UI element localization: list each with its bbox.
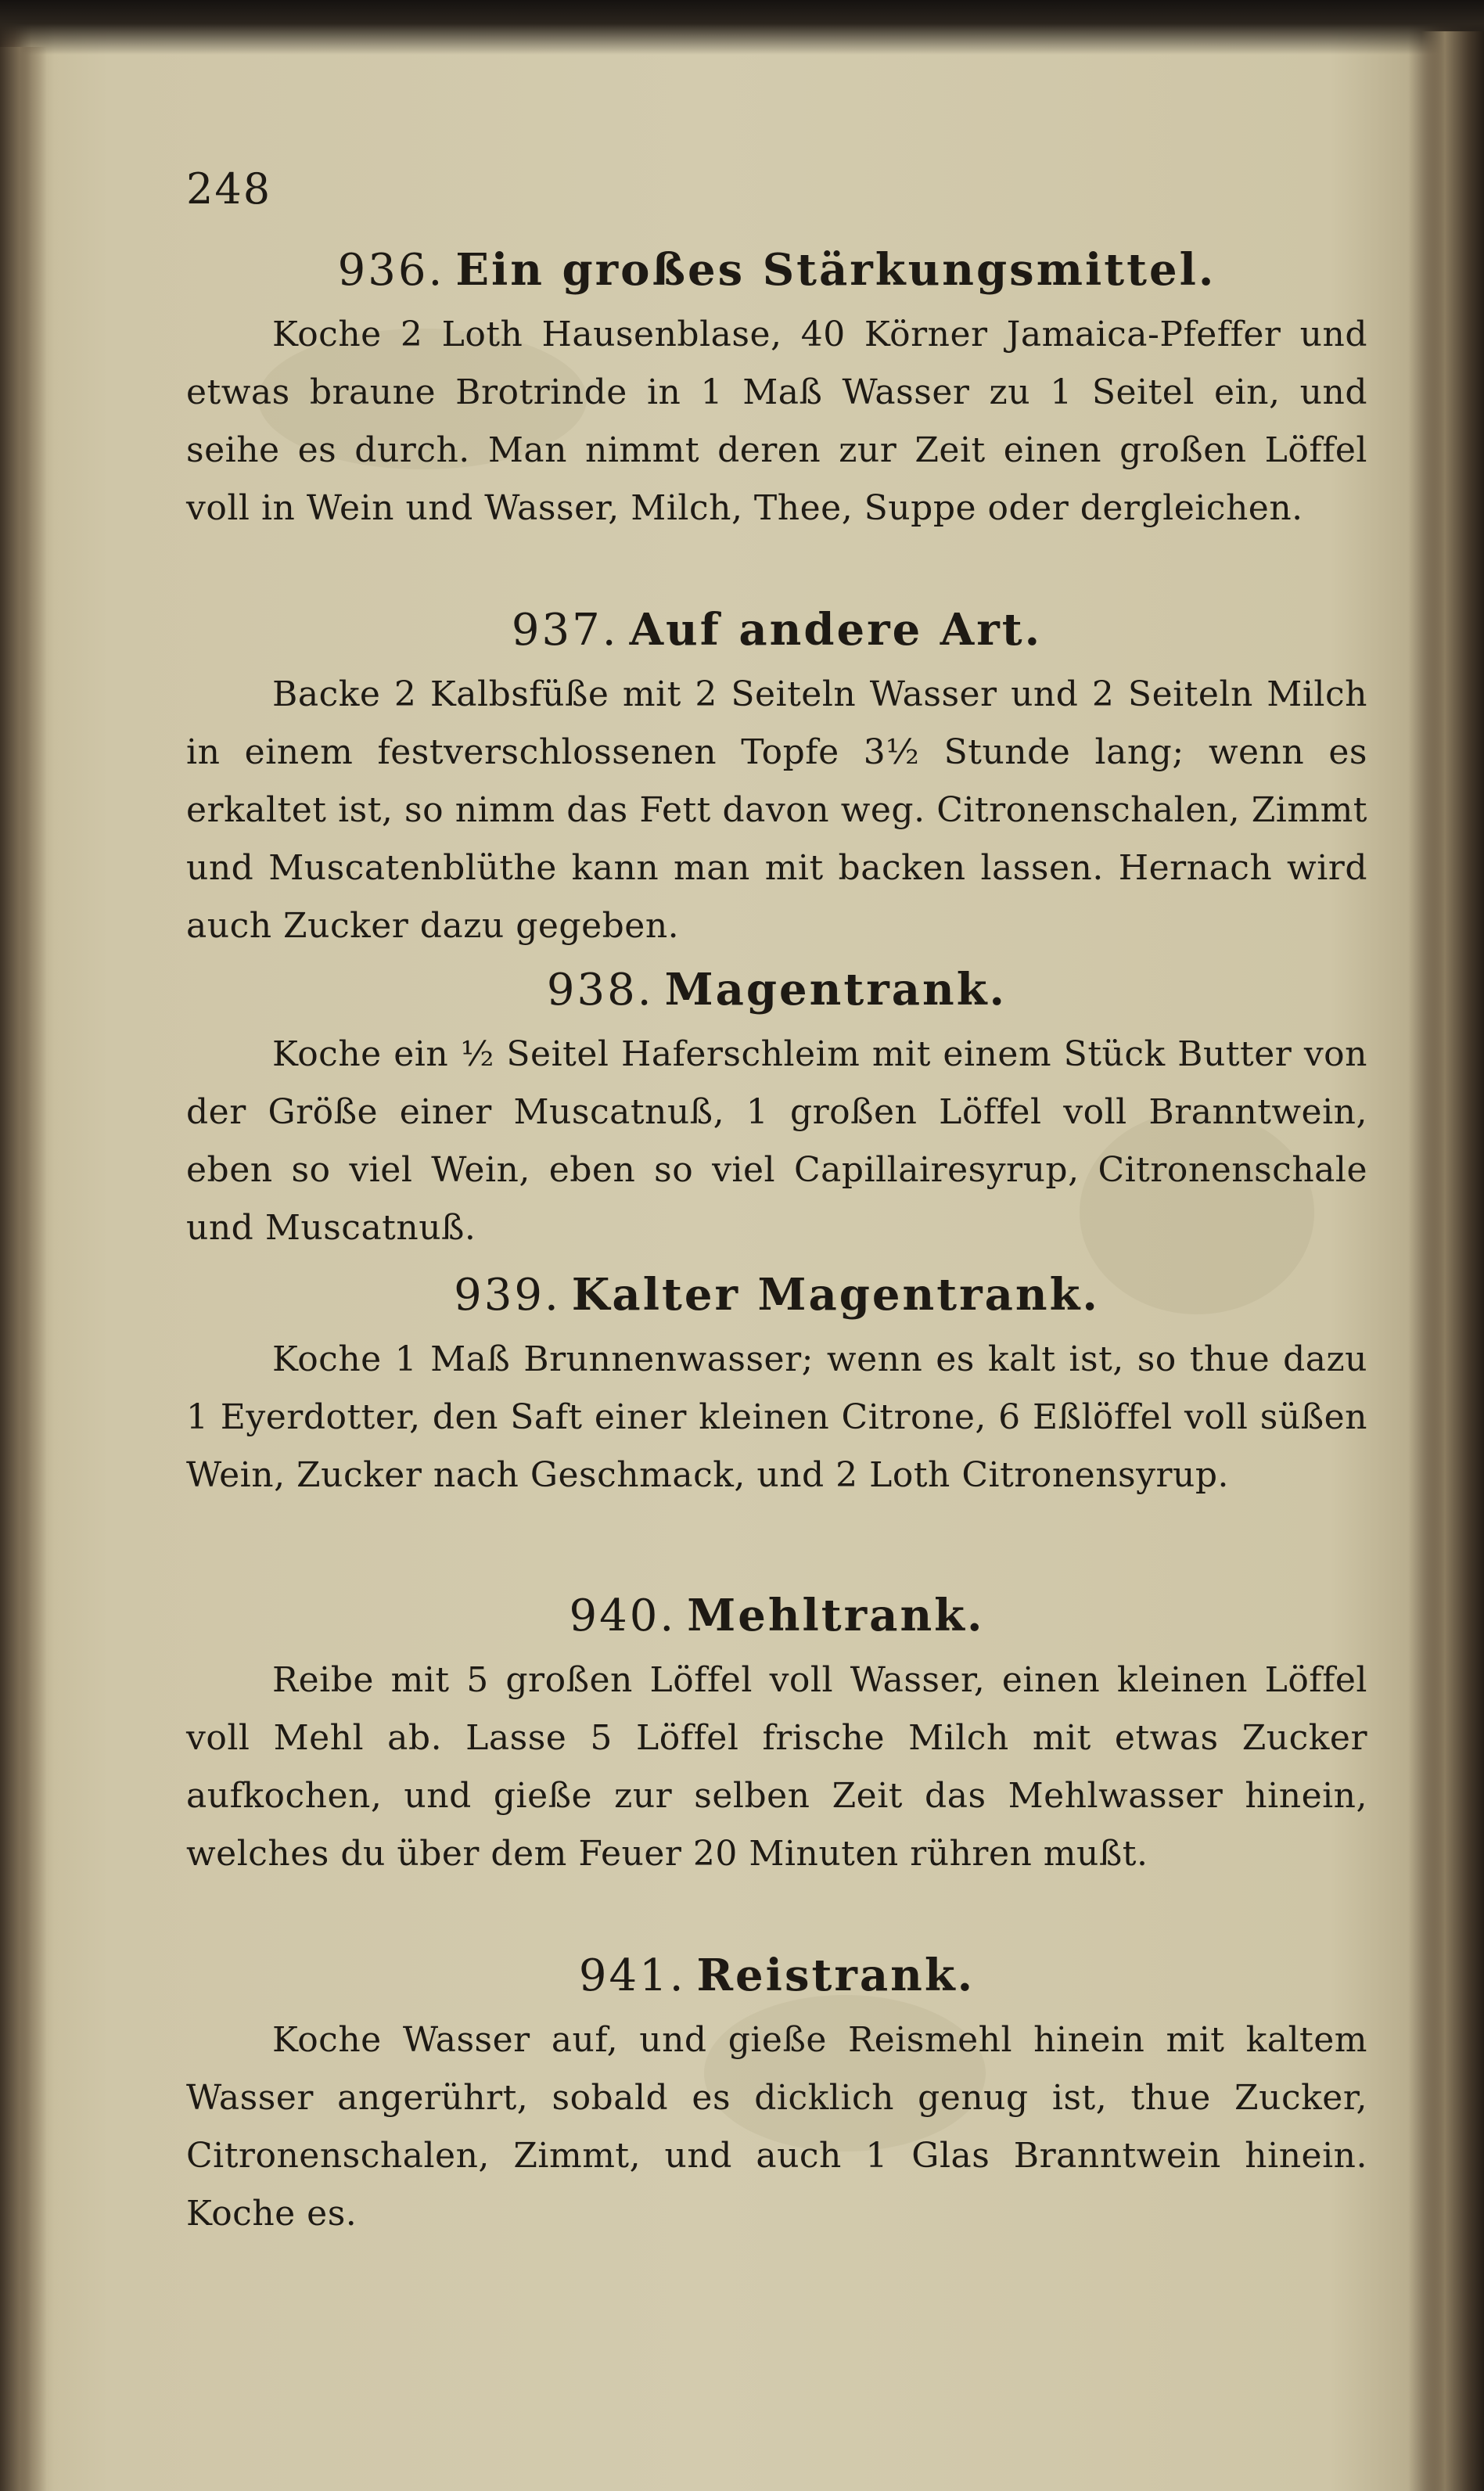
- scan-top-shadow: [0, 0, 1484, 55]
- recipe-title: Magentrank.: [664, 964, 1008, 1015]
- recipe-title: Mehltrank.: [687, 1590, 985, 1641]
- recipe-text: Koche 1 Maß Brunnenwasser; wenn es kalt ist, so thue dazu 1 Eyerdotter, den Saft einer kleinen Citrone, 6 Eßlöffel voll süßen Wein, Zucker nach Geschmack, und 2 Loth Citronensyrup.: [186, 1339, 1367, 1495]
- recipe-heading: [186, 962, 1367, 1018]
- book-binding-edge: [0, 47, 47, 2491]
- recipe-heading: [186, 1267, 1367, 1323]
- recipe-number: 939.: [454, 1270, 561, 1321]
- recipe-text: Reibe mit 5 großen Löffel voll Wasser, einen kleinen Löffel voll Mehl ab. Lasse 5 Löffel frische Milch mit etwas Zucker aufkochen, und gieße zur selben Zeit das Mehlwasser hinein, welches du über dem Feuer 20 Minuten rühren mußt.: [186, 1660, 1367, 1874]
- recipe-title: Reistrank.: [696, 1950, 976, 2001]
- recipe-941: [186, 1948, 1367, 2243]
- recipe-text: Koche Wasser auf, und gieße Reismehl hinein mit kaltem Wasser angerührt, sobald es dicklich genug ist, thue Zucker, Citronenschalen, Zimmt, und auch 1 Glas Branntwein hinein. Koche es.: [186, 2020, 1367, 2234]
- recipe-title: Auf andere Art.: [629, 604, 1043, 656]
- recipe-text: Koche ein ½ Seitel Haferschleim mit einem Stück Butter von der Größe einer Muscatnuß, 1 großen Löffel voll Branntwein, eben so viel Wein, eben so viel Capillairesyrup, Citronenschale und Muscatnuß.: [186, 1034, 1367, 1248]
- recipe-938: [186, 962, 1367, 1257]
- recipe-text: Koche 2 Loth Hausenblase, 40 Körner Jamaica-Pfeffer und etwas braune Brotrinde in 1 Maß Wasser zu 1 Seitel ein, und seihe es durch. Man nimmt deren zur Zeit einen großen Löffel voll in Wein und Wasser, Milch, Thee, Suppe oder dergleichen.: [186, 315, 1367, 528]
- page-number: 248: [186, 164, 272, 214]
- recipe-number: 936.: [337, 245, 445, 296]
- recipe-title: Ein großes Stärkungsmittel.: [455, 244, 1216, 296]
- recipe-heading: [186, 602, 1367, 658]
- recipe-940: [186, 1588, 1367, 1883]
- recipe-heading: [186, 1588, 1367, 1644]
- recipe-936: [186, 243, 1367, 537]
- recipe-number: 941.: [578, 1950, 686, 2001]
- recipe-text: Backe 2 Kalbsfüße mit 2 Seiteln Wasser und 2 Seiteln Milch in einem festverschlossenen Topfe 3½ Stunde lang; wenn es erkaltet ist, so nimm das Fett davon weg. Citronenschalen, Zimmt und Muscatenblüthe kann man mit backen lassen. Hernach wird auch Zucker dazu gegeben.: [186, 674, 1367, 946]
- recipe-heading: [186, 1948, 1367, 2004]
- facing-page-edge: [1421, 31, 1484, 2491]
- recipe-number: 937.: [511, 605, 619, 656]
- recipe-number: 940.: [569, 1591, 677, 1641]
- recipe-title: Kalter Magentrank.: [571, 1269, 1100, 1321]
- recipe-939: [186, 1267, 1367, 1504]
- recipe-number: 938.: [546, 965, 654, 1015]
- recipe-937: [186, 602, 1367, 955]
- recipe-heading: [186, 243, 1367, 298]
